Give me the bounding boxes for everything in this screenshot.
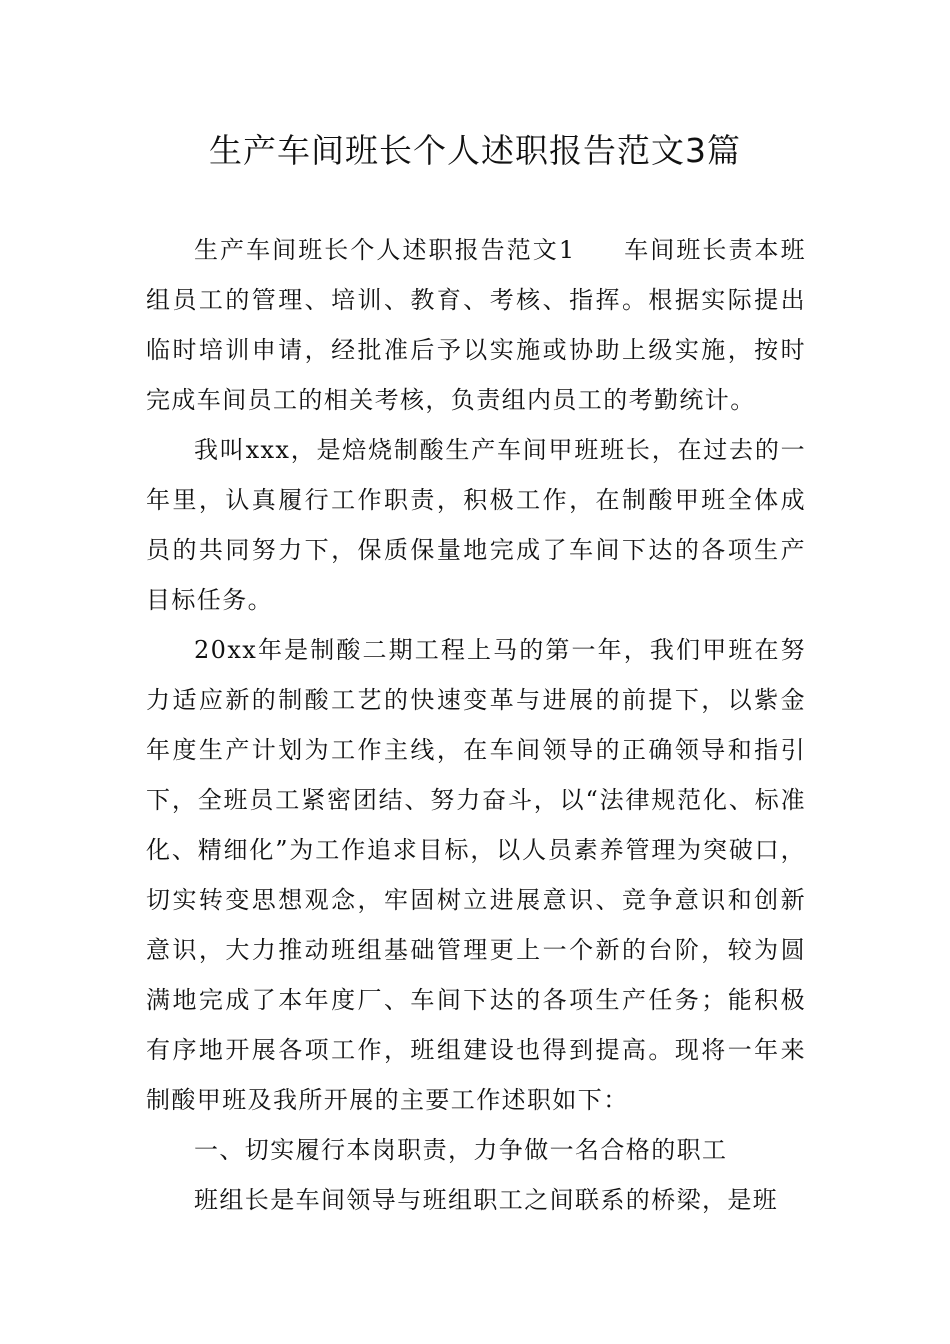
document-title: 生产车间班长个人述职报告范文3篇 [209,131,741,170]
paragraph-3: 20xx年是制酸二期工程上马的第一年，我们甲班在努力适应新的制酸工艺的快速变革与进展的前提下，以紫金年度生产计划为工作主线，在车间领导的正确领导和指引下，全班员工紧密团结、努力奋斗，以“法律规范化、标准化、精细化”为工作追求目标，以人员素养管理为突破口，切实转变思想观念，牢固树立进展意识、竞争意识和创新意识，大力推动班组基础管理更上一个新的台阶，较为圆满地完成了本年度厂、车间下达的各项生产任务；能积极有序地开展各项工作，班组建设也得到提高。现将一年来制酸甲班及我所开展的主要工作述职如下： [146,636,806,1114]
section-heading-1: 一、切实履行本岗职责，力争做一名合格的职工 [194,1136,728,1164]
paragraph-1-text: 车间班长责本班组员工的管理、培训、教育、考核、指挥。根据实际提出临时培训申请，经批准后予以实施或协助上级实施，按时完成车间员工的相关考核，负责组内员工的考勤统计。 [146,236,806,414]
paragraph-1 [146,225,806,425]
paragraph-2: 我叫xxx，是焙烧制酸生产车间甲班班长，在过去的一年里，认真履行工作职责，积极工作，在制酸甲班全体成员的共同努力下，保质保量地完成了车间下达的各项生产目标任务。 [146,436,806,614]
paragraph-4: 班组长是车间领导与班组职工之间联系的桥梁，是班 [194,1186,779,1214]
document-body [146,225,806,1225]
intro-heading: 生产车间班长个人述职报告范文1 [194,236,576,264]
